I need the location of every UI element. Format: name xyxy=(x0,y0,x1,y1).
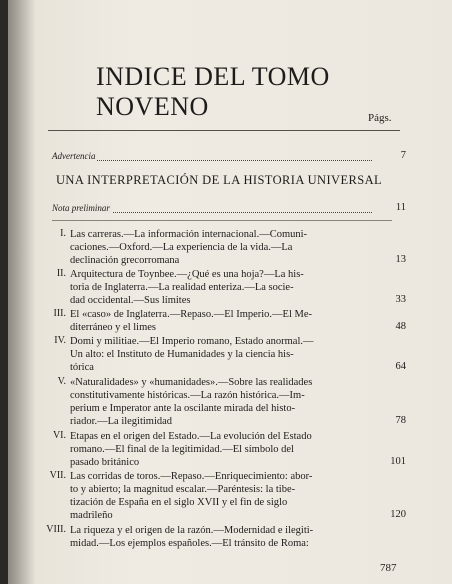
pages-column-header: Págs. xyxy=(368,112,392,124)
chapter-line: perium e Imperator ante la oscilante mirada del histo- xyxy=(70,403,296,414)
chapter-line: madrileño xyxy=(70,510,113,521)
chapter-number: I. xyxy=(60,228,66,239)
chapter-line: Las carreras.—La información internacional.—Comuni- xyxy=(70,229,308,240)
chapter-line: tización de España en el siglo XVII y el fin de siglo xyxy=(70,497,288,508)
chapter-page: 33 xyxy=(395,294,406,305)
nota-rule xyxy=(52,220,392,221)
leader-dots xyxy=(52,160,372,161)
chapter-line: riador.—La ilegitimidad xyxy=(70,416,173,427)
chapter-line: Etapas en el origen del Estado.—La evolución del Estado xyxy=(70,431,312,442)
chapter-page: 120 xyxy=(390,509,406,520)
chapter-number: IV. xyxy=(54,335,66,346)
chapter-line: La riqueza y el origen de la razón.—Modernidad e ilegiti- xyxy=(70,525,314,536)
chapter-number: III. xyxy=(53,308,66,319)
chapter-page: 64 xyxy=(395,361,406,372)
chapter-line: dad occidental.—Sus límites xyxy=(70,295,191,306)
chapter-number: II. xyxy=(56,268,66,279)
chapter-line: toria de Inglaterra.—La realidad enteriza.—La socie- xyxy=(70,282,294,293)
chapter-number: V. xyxy=(57,376,66,387)
chapter-line: midad.—Los ejemplos españoles.—El tránsito de Roma: xyxy=(70,538,309,549)
chapter-line: caciones.—Oxford.—La experiencia de la vida.—La xyxy=(70,242,293,253)
spine-shadow xyxy=(8,0,36,584)
chapter-line: pasado británico xyxy=(70,457,140,468)
chapter-page: 13 xyxy=(395,254,406,265)
chapter-line: Un alto: el Instituto de Humanidades y la ciencia his- xyxy=(70,349,294,360)
chapter-line: diterráneo y el limes xyxy=(70,322,157,333)
chapter-line: Domi y militiae.—El Imperio romano, Estado anormal.— xyxy=(70,336,314,347)
chapter-line: «Naturalidades» y «humanidades».—Sobre las realidades xyxy=(70,377,313,388)
nota-page: 11 xyxy=(395,202,406,213)
chapter-number: VII. xyxy=(49,470,66,481)
chapter-number: VIII. xyxy=(46,524,66,535)
chapter-line: tórica xyxy=(70,362,94,373)
chapter-line: constitutivamente históricas.—La razón histórica.—Im- xyxy=(70,390,305,401)
chapter-page: 101 xyxy=(390,456,406,467)
nota-label: Nota preliminar xyxy=(52,203,110,213)
chapter-number: VI. xyxy=(52,430,66,441)
front-entry-page: 7 xyxy=(400,150,406,161)
page-title: INDICE DEL TOMO NOVENO xyxy=(96,62,330,121)
chapter-line: romano.—El final de la legitimidad.—El símbolo del xyxy=(70,444,294,455)
book-page xyxy=(8,0,452,584)
chapter-line: declinación grecorromana xyxy=(70,255,180,266)
section-title: UNA INTERPRETACIÓN DE LA HISTORIA UNIVERSAL xyxy=(56,173,383,187)
front-entry xyxy=(52,150,372,164)
chapter-page: 48 xyxy=(395,321,406,332)
front-entry-label: Advertencia xyxy=(52,151,96,161)
header-rule xyxy=(48,130,400,131)
chapter-line: El «caso» de Inglaterra.—Repaso.—El Imperio.—El Me- xyxy=(70,309,313,320)
chapter-page: 78 xyxy=(395,415,406,426)
chapter-line: Las corridas de toros.—Repaso.—Enriquecimiento: abor- xyxy=(70,471,313,482)
chapter-line: to y abierto; la magnitud escalar.—Paréntesis: la tibe- xyxy=(70,484,296,495)
nota-entry xyxy=(52,202,372,216)
page-folio: 787 xyxy=(380,562,397,574)
chapter-line: Arquitectura de Toynbee.—¿Qué es una hoja?—La his- xyxy=(70,269,304,280)
